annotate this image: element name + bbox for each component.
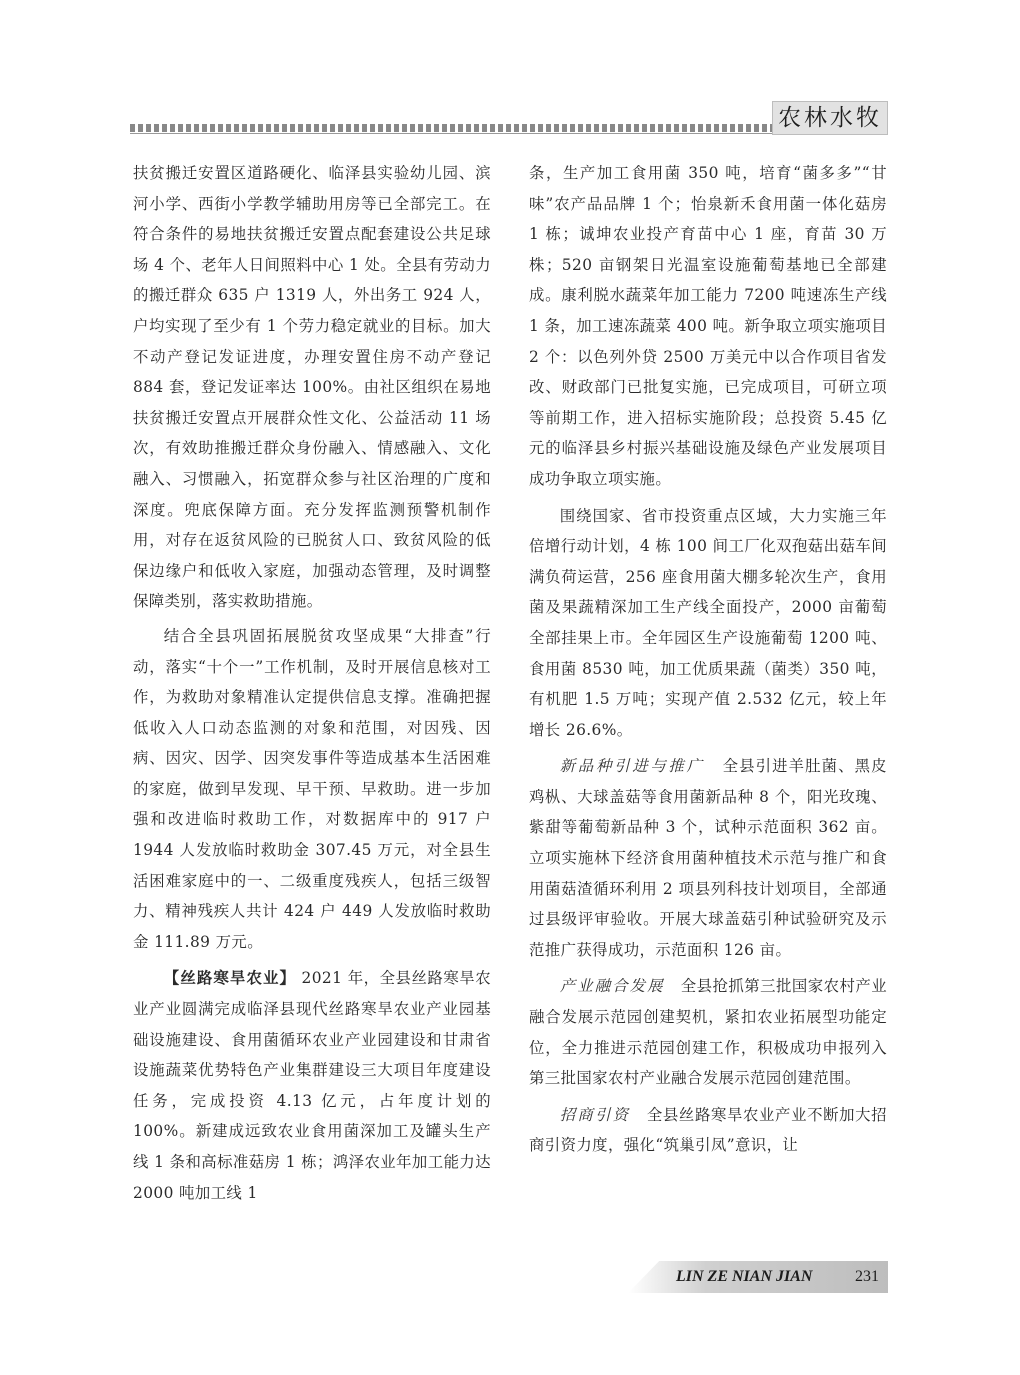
paragraph: 扶贫搬迁安置区道路硬化、临泽县实验幼儿园、滨河小学、西街小学教学辅助用房等已全部完工。在符合条件的易地扶贫搬迁安置点配套建设公共足球场 4 个、老年人日间照料中心 1 处。全县有劳动力的搬迁群众 635 户 1319 人，外出务工 924 人，户均实现了至少有 1 个劳力稳定就业的目标。加大不动产登记发证进度，办理安置住房不动产登记 884 套，登记发证率达 100%。由社区组织在易地扶贫搬迁安置点开展群众性文化、公益活动 11 场次，有效助推搬迁群众身份融入、情感融入、文化融入、习惯融入，拓宽群众参与社区治理的广度和深度。兜底保障方面。充分发挥监测预警机制作用，对存在返贫风险的已脱贫人口、致贫风险的低保边缘户和低收入家庭，加强动态管理，及时调整保障类别，落实救助措施。 xyxy=(133,164,491,611)
paragraph: 围绕国家、省市投资重点区域，大力实施三年倍增行动计划，4 栋 100 间工厂化双孢菇出菇车间满负荷运营，256 座食用菌大棚多轮次生产，食用菌及果蔬精深加工生产线全面投产，2000 亩葡萄全部挂果上市。全年园区生产设施葡萄 1200 吨、食用菌 8530 吨，加工优质果蔬（菌类）350 吨，有机肥 1.5 万吨；实现产值 2.532 亿元，较上年增长 26.6%。 xyxy=(529,506,887,739)
paragraph xyxy=(529,1100,887,1161)
journal-name: LIN ZE NIAN JIAN xyxy=(676,1268,813,1285)
subsection-heading: 招商引资 xyxy=(559,1105,631,1124)
paragraph-body: 全县抢抓第三批国家农村产业融合发展示范园创建契机，紧扣农业拓展型功能定位，全力推进示范园创建工作，积极成功申报列入第三批国家农村产业融合发展示范园创建范围。 xyxy=(529,977,887,1088)
paragraph-body: 全县引进羊肚菌、黑皮鸡枞、大球盖菇等食用菌新品种 8 个，阳光玫瑰、紫甜等葡萄新品种 3 个，试种示范面积 362 亩。立项实施林下经济食用菌种植技术示范与推广和食用菌菇渣循环利用 2 项县列科技计划项目，全部通过县级评审验收。开展大球盖菇引种试验研究及示范推广获得成功，示范面积 126 亩。 xyxy=(529,757,887,959)
paragraph-body: 全县丝路寒旱农业产业不断加大招商引资力度，强化“筑巢引凤”意识，让 xyxy=(529,1105,887,1155)
paragraph xyxy=(529,751,887,965)
left-column xyxy=(133,158,491,1212)
header-dotted-rule xyxy=(130,124,772,132)
paragraph: 结合全县巩固拓展脱贫攻坚成果“大排查”行动，落实“十个一”工作机制，及时开展信息核对工作，为救助对象精准认定提供信息支撑。准确把握低收入人口动态监测的对象和范围，对因残、因病、因灾、因学、因突发事件等造成基本生活困难的家庭，做到早发现、早干预、早救助。进一步加强和改进临时救助工作，对数据库中的 917 户 1944 人发放临时救助金 307.45 万元，对全县生活困难家庭中的一、二级重度残疾人，包括三级智力、精神残疾人共计 424 户 449 人发放临时救助金 111.89 万元。 xyxy=(133,626,491,951)
paragraph-body: 2021 年，全县丝路寒旱农业产业圆满完成临泽县现代丝路寒旱农业产业园基础设施建设、食用菌循环农业产业园建设和甘肃省设施蔬菜优势特色产业集群建设三大项目年度建设任务，完成投资 4.13 亿元，占年度计划的 100%。新建成远致农业食用菌深加工及罐头生产线 1 条和高标准菇房 1 栋；鸿泽农业年加工能力达 2000 吨加工线 1 xyxy=(133,969,491,1202)
subsection-heading: 新品种引进与推广 xyxy=(559,757,705,776)
paragraph: 条，生产加工食用菌 350 吨，培育“菌多多”“甘味”农产品品牌 1 个；怡泉新禾食用菌一体化菇房 1 栋；诚坤农业投产育苗中心 1 座，育苗 30 万株；520 亩钢架日光温室设施葡萄基地已全部建成。康利脱水蔬菜年加工能力 7200 吨速冻生产线 1 条，加工速冻蔬菜 400 吨。新争取立项实施项目 2 个：以色列外贷 2500 万美元中以合作项目省发改、财政部门已批复实施，已完成项目，可研立项等前期工作，进入招标实施阶段；总投资 5.45 亿元的临泽县乡村振兴基础设施及绿色产业发展项目成功争取立项实施。 xyxy=(529,164,887,488)
page-number: 231 xyxy=(855,1268,879,1285)
paragraph xyxy=(529,971,887,1093)
subsection-heading: 产业融合发展 xyxy=(559,977,665,996)
section-heading: 【丝路寒旱农业】 xyxy=(163,969,297,988)
right-column xyxy=(529,158,887,1165)
paragraph xyxy=(133,963,491,1208)
section-title: 农林水牧 xyxy=(772,101,888,135)
